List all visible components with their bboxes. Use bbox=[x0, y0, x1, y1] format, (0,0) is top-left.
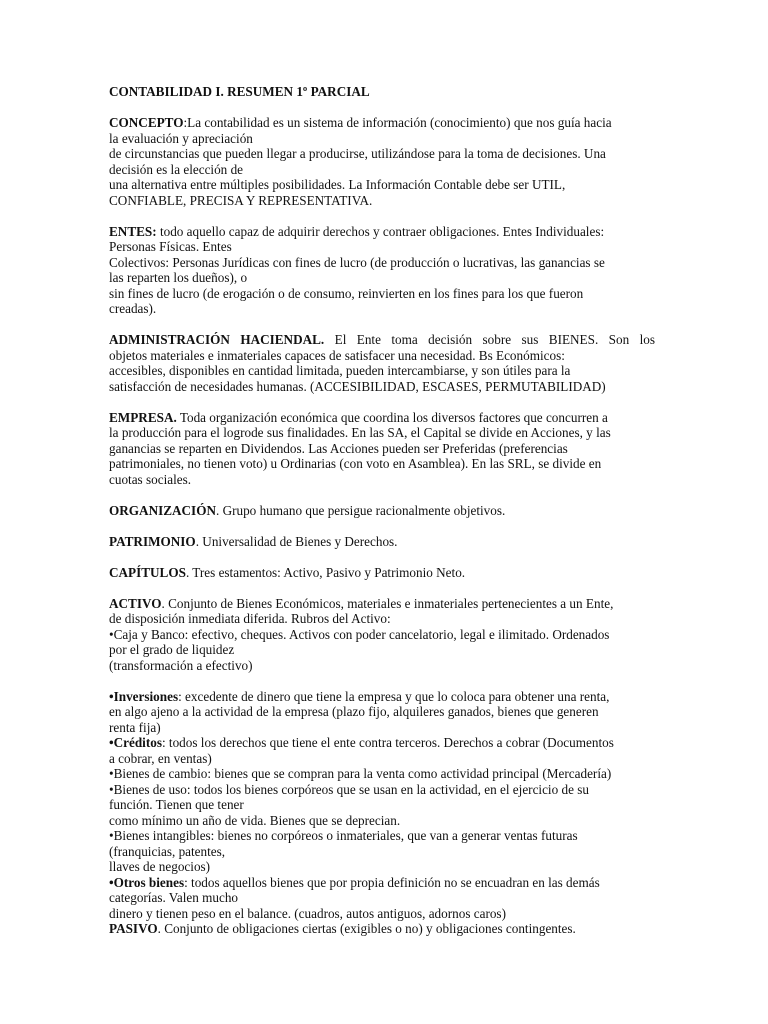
section-bienes-uso bbox=[109, 782, 655, 829]
bienes-uso-text-3: como mínimo un año de vida. Bienes que se deprecian. bbox=[109, 812, 401, 828]
bienes-intangibles-text-2: (franquicias, patentes, bbox=[109, 843, 226, 859]
empresa-heading: EMPRESA. bbox=[109, 409, 177, 425]
section-administracion bbox=[109, 332, 655, 394]
activo-text-1: . Conjunto de Bienes Económicos, materiales e inmateriales pertenecientes a un Ente, bbox=[161, 595, 614, 611]
concepto-text-1: :La contabilidad es un sistema de información (conocimiento) que nos guía hacia bbox=[183, 115, 612, 130]
administracion-text-4: satisfacción de necesidades humanas. (ACCESIBILIDAD, ESCASES, PERMUTABILIDAD) bbox=[109, 378, 606, 394]
activo-text-3: •Caja y Banco: efectivo, cheques. Activos con poder cancelatorio, legal e ilimitado. Ordenados bbox=[109, 626, 610, 642]
creditos-text-2: a cobrar, en ventas) bbox=[109, 750, 212, 766]
concepto-heading: CONCEPTO bbox=[109, 115, 184, 130]
section-patrimonio bbox=[109, 534, 655, 550]
concepto-text-4: decisión es la elección de bbox=[109, 161, 244, 177]
inversiones-heading: •Inversiones bbox=[109, 688, 179, 704]
concepto-text-2: la evaluación y apreciación bbox=[109, 130, 253, 146]
concepto-text-6: CONFIABLE, PRECISA Y REPRESENTATIVA. bbox=[109, 192, 373, 208]
otros-bienes-text-3: dinero y tienen peso en el balance. (cuadros, autos antiguos, adornos caros) bbox=[109, 905, 506, 921]
empresa-text-2: la producción para el logrode sus finalidades. En las SA, el Capital se divide en Acciones, y las bbox=[109, 425, 611, 440]
entes-heading: ENTES: bbox=[109, 223, 157, 239]
section-bienes-intangibles bbox=[109, 828, 655, 875]
organizacion-text: . Grupo humano que persigue racionalmente objetivos. bbox=[215, 502, 506, 518]
document-page bbox=[109, 84, 655, 937]
capitulos-text: . Tres estamentos: Activo, Pasivo y Patrimonio Neto. bbox=[185, 564, 466, 580]
empresa-text-5: cuotas sociales. bbox=[109, 471, 192, 487]
entes-text-5: sin fines de lucro (de erogación o de consumo, reinvierten en los fines para los que fueron bbox=[109, 285, 584, 301]
activo-text-5: (transformación a efectivo) bbox=[109, 657, 253, 673]
creditos-text-1: : todos los derechos que tiene el ente contra terceros. Derechos a cobrar (Documentos bbox=[161, 735, 614, 750]
empresa-text-1: Toda organización económica que coordina los diversos factores que concurren a bbox=[176, 409, 608, 425]
otros-bienes-heading: •Otros bienes bbox=[109, 874, 185, 890]
activo-text-4: por el grado de liquidez bbox=[109, 642, 235, 657]
entes-text-2: Personas Físicas. Entes bbox=[109, 239, 232, 254]
section-inversiones bbox=[109, 689, 655, 736]
inversiones-text-3: renta fija) bbox=[109, 719, 161, 735]
creditos-heading: •Créditos bbox=[109, 735, 162, 750]
section-capitulos bbox=[109, 565, 655, 581]
activo-text-2: de disposición inmediata diferida. Rubros del Activo: bbox=[109, 611, 391, 626]
section-empresa bbox=[109, 410, 655, 488]
entes-text-6: creadas). bbox=[109, 301, 157, 316]
section-otros-bienes bbox=[109, 875, 655, 922]
bienes-intangibles-text-1: •Bienes intangibles: bienes no corpóreos o inmateriales, que van a generar ventas futuras bbox=[109, 828, 578, 843]
concepto-text-5: una alternativa entre múltiples posibilidades. La Información Contable debe ser UTIL, bbox=[109, 177, 566, 192]
pasivo-heading: PASIVO bbox=[109, 921, 158, 936]
section-creditos bbox=[109, 735, 655, 766]
otros-bienes-text-2: categorías. Valen mucho bbox=[109, 890, 239, 905]
administracion-text-2: objetos materiales e inmateriales capaces de satisfacer una necesidad. Bs Económicos: bbox=[109, 347, 565, 363]
bienes-cambio-text: •Bienes de cambio: bienes que se compran para la venta como actividad principal (Mercadería) bbox=[109, 766, 612, 781]
section-activo bbox=[109, 596, 655, 674]
entes-text-3: Colectivos: Personas Jurídicas con fines de lucro (de producción o lucrativas, las ganancias se bbox=[109, 254, 605, 270]
bienes-intangibles-text-3: llaves de negocios) bbox=[109, 859, 211, 874]
section-concepto bbox=[109, 115, 655, 208]
patrimonio-heading: PATRIMONIO bbox=[109, 533, 196, 549]
section-pasivo bbox=[109, 921, 655, 937]
administracion-text-3: accesibles, disponibles en cantidad limitada, pueden intercambiarse, y son útiles para la bbox=[109, 363, 571, 378]
pasivo-text: . Conjunto de obligaciones ciertas (exigibles o no) y obligaciones contingentes. bbox=[157, 921, 576, 936]
inversiones-text-2: en algo ajeno a la actividad de la empresa (plazo fijo, alquileres ganados, bienes que generen bbox=[109, 704, 599, 719]
otros-bienes-text-1: : todos aquellos bienes que por propia definición no se encuadran en las demás bbox=[184, 874, 600, 890]
empresa-text-3: ganancias se reparten en Dividendos. Las Acciones pueden ser Preferidas (preferencias bbox=[109, 440, 568, 456]
organizacion-heading: ORGANIZACIÓN bbox=[109, 502, 216, 518]
concepto-text-3: de circunstancias que pueden llegar a producirse, utilizándose para la toma de decisiones. Una bbox=[109, 146, 606, 161]
activo-heading: ACTIVO bbox=[109, 595, 162, 611]
entes-text-4: las reparten los dueños), o bbox=[109, 270, 248, 285]
bienes-uso-text-2: función. Tienen que tener bbox=[109, 797, 244, 812]
capitulos-heading: CAPÍTULOS bbox=[109, 564, 186, 580]
administracion-text-1: El Ente toma decisión sobre sus BIENES. Son los bbox=[324, 332, 655, 347]
empresa-text-4: patrimoniales, no tienen voto) u Ordinarias (con voto en Asamblea). En las SRL, se divide en bbox=[109, 456, 602, 471]
entes-text-1: todo aquello capaz de adquirir derechos y contraer obligaciones. Entes Individuales: bbox=[156, 223, 605, 239]
patrimonio-text: . Universalidad de Bienes y Derechos. bbox=[195, 533, 398, 549]
section-organizacion bbox=[109, 503, 655, 519]
inversiones-text-1: : excedente de dinero que tiene la empresa y que lo coloca para obtener una renta, bbox=[178, 688, 610, 704]
administracion-heading: ADMINISTRACIÓN HACIENDAL. bbox=[109, 332, 325, 347]
bienes-uso-text-1: •Bienes de uso: todos los bienes corpóreos que se usan en la actividad, en el ejercicio de su bbox=[109, 781, 589, 797]
section-entes bbox=[109, 224, 655, 317]
document-title: CONTABILIDAD I. RESUMEN 1º PARCIAL bbox=[109, 84, 370, 99]
